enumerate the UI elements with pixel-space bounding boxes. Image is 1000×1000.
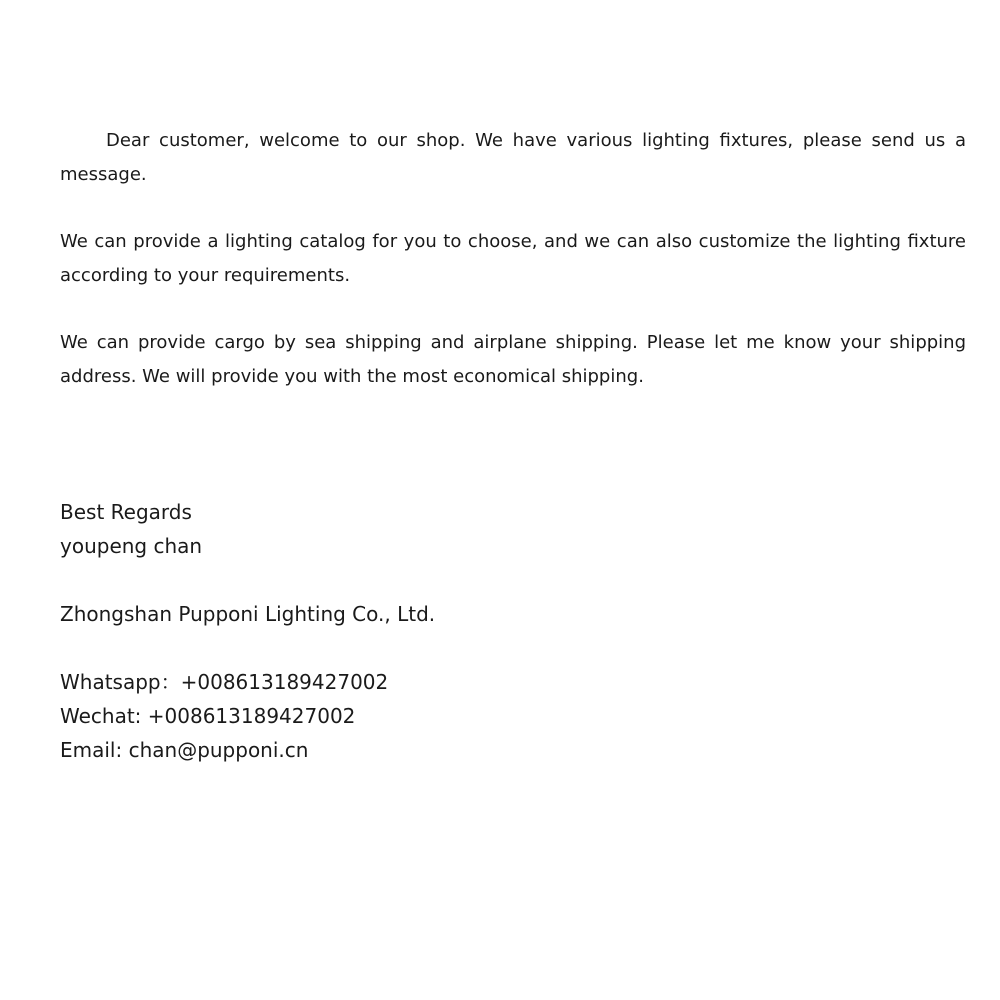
sender-name: youpeng chan bbox=[60, 534, 203, 558]
paragraph-shipping: We can provide cargo by sea shipping and airplane shipping. Please let me know your shipping address. We will provide you with the most economical shipping. bbox=[60, 332, 966, 387]
company-name: Zhongshan Pupponi Lighting Co., Ltd. bbox=[60, 602, 436, 626]
letter-body bbox=[60, 124, 966, 767]
paragraph-catalog: We can provide a lighting catalog for you to choose, and we can also customize the lighting fixture according to your requirements. bbox=[60, 231, 966, 286]
wechat-contact: Wechat: +008613189427002 bbox=[60, 704, 356, 728]
closing: Best Regards bbox=[60, 500, 192, 524]
paragraph-welcome: Dear customer, welcome to our shop. We have various lighting fixtures, please send us a message. bbox=[60, 130, 966, 185]
whatsapp-contact: Whatsapp：+008613189427002 bbox=[60, 670, 389, 694]
email-contact: Email: chan@pupponi.cn bbox=[60, 738, 309, 762]
